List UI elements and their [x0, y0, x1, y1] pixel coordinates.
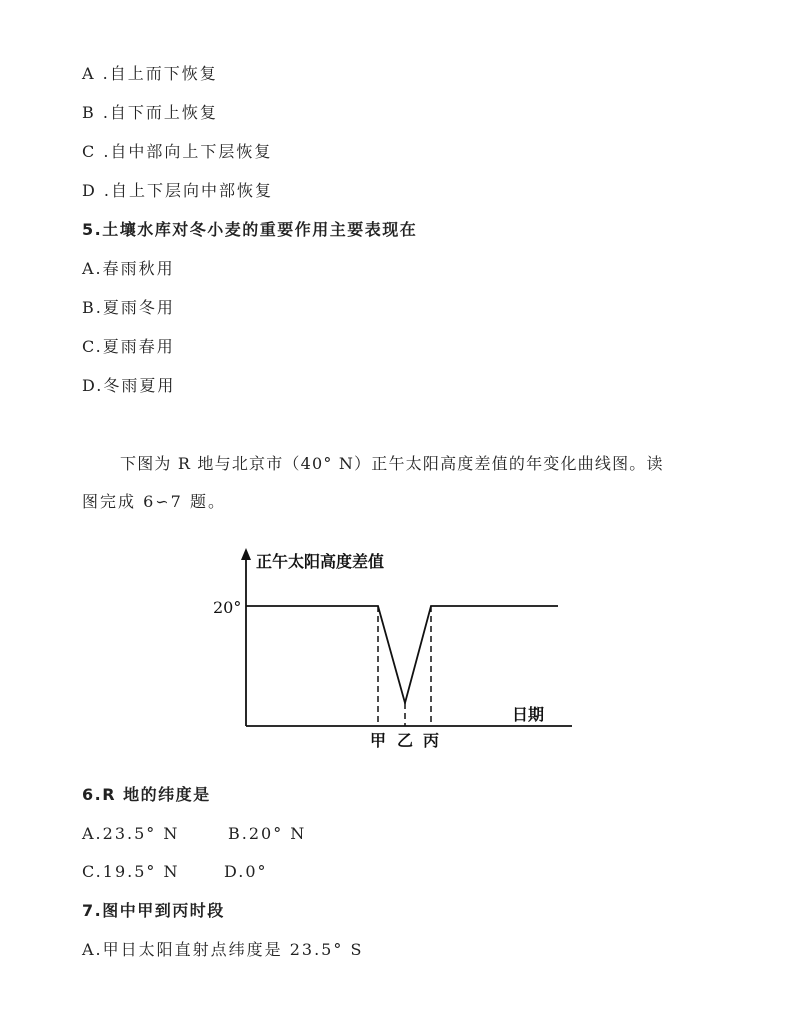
y-tick-20: 20° — [213, 598, 242, 617]
q6-option-d: D.0° — [224, 862, 268, 881]
q4-option-d: D .自上下层向中部恢复 — [82, 181, 274, 200]
difference-curve — [246, 606, 558, 703]
q7-option-a: A.甲日太阳直射点纬度是 23.5° S — [82, 940, 364, 959]
q5-option-c: C.夏雨春用 — [82, 337, 175, 356]
marker-jia: 甲 — [370, 731, 387, 750]
q6-option-c: C.19.5° N — [82, 862, 180, 881]
q5-option-d: D.冬雨夏用 — [82, 376, 176, 395]
q5-option-a: A.春雨秋用 — [82, 259, 175, 278]
q7-stem: 7.图中甲到丙时段 — [82, 901, 225, 920]
q5-option-b: B.夏雨冬用 — [82, 298, 175, 317]
intro-line-1: 下图为 R 地与北京市（40° N）正午太阳高度差值的年变化曲线图。读 — [120, 454, 664, 473]
q4-option-b: B .自下而上恢复 — [82, 103, 218, 122]
marker-yi: 乙 — [397, 731, 414, 750]
q6-stem: 6.R 地的纬度是 — [82, 785, 211, 804]
q5-stem: 5.土壤水库对冬小麦的重要作用主要表现在 — [82, 220, 418, 239]
y-axis-label: 正午太阳高度差值 — [256, 552, 385, 571]
intro-line-2: 图完成 6∽7 题。 — [82, 492, 226, 511]
q4-option-a: A .自上而下恢复 — [82, 64, 218, 83]
q4-option-c: C .自中部向上下层恢复 — [82, 142, 273, 161]
marker-bing: 丙 — [423, 731, 440, 750]
q6-option-b: B.20° N — [228, 824, 307, 843]
y-axis-arrow — [241, 548, 251, 560]
x-axis-label: 日期 — [512, 705, 545, 724]
q6-option-a: A.23.5° N — [82, 824, 180, 843]
